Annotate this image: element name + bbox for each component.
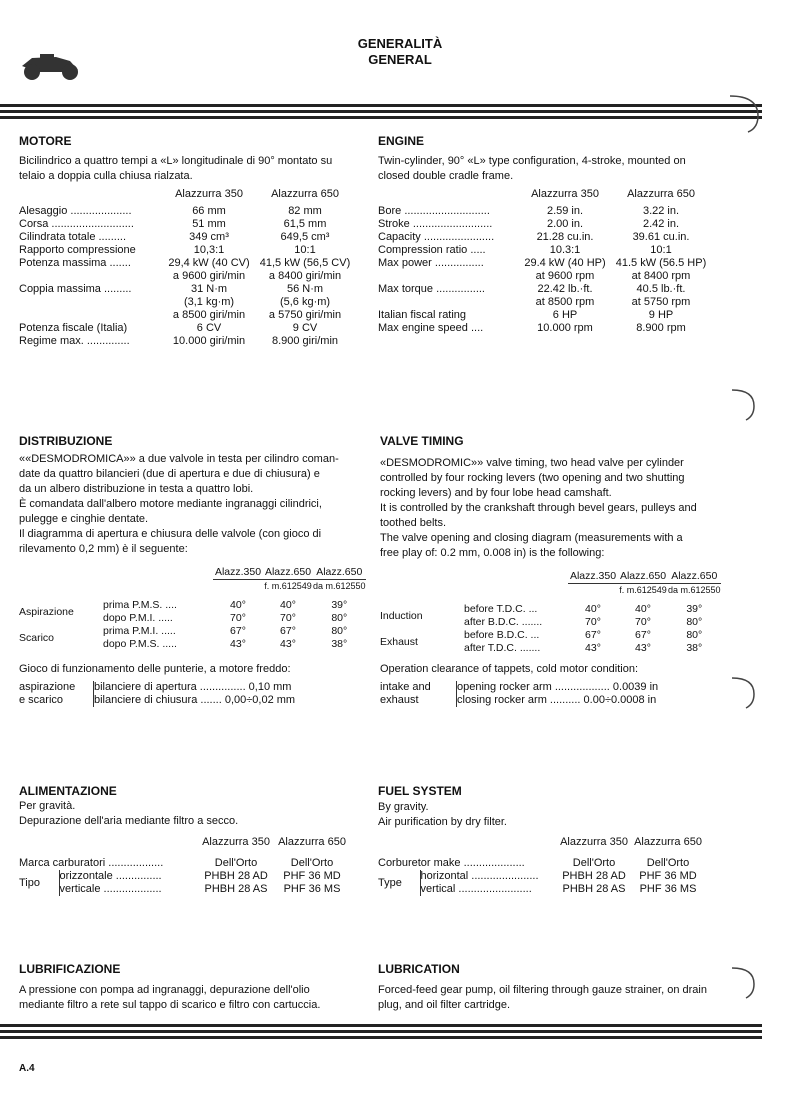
spec-value-a: 29.4 kW (40 HP)	[524, 257, 606, 269]
dist-value: 43°	[280, 638, 296, 650]
alimentazione-line1: Per gravità.	[19, 800, 76, 812]
dist-value: 40°	[230, 599, 246, 611]
top-rule-2	[0, 110, 762, 113]
dist-col-b: Alazz.650	[264, 566, 312, 578]
spec-value-b: 8.900 rpm	[636, 322, 686, 334]
spec-label-text: Italian fiscal rating	[378, 309, 467, 321]
motore-col-b: Alazzurra 650	[271, 188, 339, 200]
spec-label-text: Max engine speed	[378, 322, 468, 334]
spec-value-a: 29,4 kW (40 CV)	[168, 257, 250, 269]
dist-value: 80°	[331, 625, 348, 637]
spec-value-b: 10:1	[294, 244, 316, 256]
fuel-row1-label	[378, 857, 556, 870]
fuel-line2: Air purification by dry filter.	[378, 816, 507, 828]
vt-value: 40°	[585, 603, 601, 615]
dist-clr-row: bilanciere di chiusura ....... 0,00÷0,02 mm	[94, 694, 296, 706]
spec-value-a: 2.00 in.	[546, 218, 584, 230]
spec-label-text: Regime max.	[19, 335, 84, 347]
spec-value-a: 2.59 in.	[546, 205, 584, 217]
distribuzione-line: da un albero distribuzione in testa a quattro lobi.	[19, 483, 254, 495]
spec-value-b: 41.5 kW (56.5 HP)	[615, 257, 707, 269]
binder-hole-icon	[730, 676, 760, 710]
engine-col-a: Alazzurra 350	[531, 188, 599, 200]
vt-col-b: Alazz.650	[619, 570, 667, 582]
spec-row	[19, 257, 353, 270]
spec-value-b: 8.900 giri/min	[271, 335, 339, 347]
spec-value-b: (5,6 kg·m)	[279, 296, 331, 308]
spec-label	[19, 283, 161, 296]
motore-heading: MOTORE	[19, 134, 72, 148]
vt-clr-left: exhaust	[380, 694, 419, 706]
dist-row-label: prima P.M.S. ....	[103, 599, 177, 611]
alim-value: PHBH 28 AD	[204, 870, 268, 882]
lubrificazione-heading: LUBRIFICAZIONE	[19, 962, 121, 976]
fuel-type: Type	[378, 876, 402, 889]
distribuzione-line: date da quattro bilancieri (due di apertura e due di chiusura) e	[19, 468, 320, 480]
spec-value-a: 51 mm	[192, 218, 226, 230]
spec-value-a: 10.000 giri/min	[172, 335, 246, 347]
alim-row2-label	[59, 870, 197, 883]
spec-row	[19, 218, 353, 231]
valve-timing-line: controlled by four rocking levers (two opening and two shutting	[380, 472, 685, 484]
alim-dots: ...................	[103, 883, 162, 895]
page-number: A.4	[19, 1063, 35, 1074]
spec-value-a: a 9600 giri/min	[172, 270, 246, 282]
spec-label-text: Max torque	[378, 283, 434, 295]
spec-label	[19, 205, 161, 218]
dist-row-label: dopo P.M.I. .....	[103, 612, 173, 624]
spec-row	[378, 231, 708, 244]
spec-label	[19, 218, 161, 231]
spec-row	[378, 322, 708, 335]
alim-label: verticale	[59, 883, 101, 895]
spec-row	[378, 205, 708, 218]
spec-dots: ....................	[70, 205, 132, 217]
dist-clr-left: e scarico	[19, 694, 64, 706]
lubrificazione-text: A pressione con pompa ad ingranaggi, depurazione dell'olio mediante filtro a rete sul tappo di scarico e filtro con cartuccia.	[19, 984, 321, 1011]
spec-label	[378, 244, 516, 257]
spec-value-b: at 8400 rpm	[631, 270, 691, 282]
spec-label	[19, 257, 161, 270]
distribuzione-text	[19, 452, 359, 557]
vt-row-label: after T.D.C. .......	[464, 642, 541, 654]
valve-timing-text	[380, 456, 720, 561]
vt-col-a: Alazz.350	[569, 570, 617, 582]
vt-value: 80°	[686, 629, 703, 641]
vt-value: 38°	[686, 642, 703, 654]
valve-timing-line: «DESMODROMIC»» valve timing, two head valve per cylinder	[380, 457, 684, 469]
spec-row	[19, 283, 353, 296]
alim-row3-label	[59, 883, 197, 896]
spec-value-b: 10:1	[650, 244, 672, 256]
lubrication-heading: LUBRICATION	[378, 962, 460, 976]
spec-value-b: 649,5 cm³	[280, 231, 330, 243]
dist-value: 67°	[230, 625, 246, 637]
spec-value-a: 6 HP	[552, 309, 578, 321]
engine-intro: Twin-cylinder, 90° «L» type configuration, 4-stroke, mounted on closed double cradle frame.	[378, 155, 686, 182]
spec-label-text: Compression ratio	[378, 244, 468, 256]
spec-value-a: 10.000 rpm	[537, 322, 593, 334]
spec-value-b: 3.22 in.	[642, 205, 680, 217]
alim-value: PHBH 28 AS	[204, 883, 268, 895]
spec-value-a: 349 cm³	[189, 231, 229, 243]
spec-row	[19, 244, 353, 257]
dist-row-label: prima P.M.I. .....	[103, 625, 176, 637]
page-title-en: GENERAL	[368, 52, 432, 67]
spec-label	[378, 296, 516, 309]
motore-intro: Bicilindrico a quattro tempi a «L» longitudinale di 90° montato su telaio a doppia culla chiusa rialzata.	[19, 155, 333, 182]
vt-value: 43°	[585, 642, 601, 654]
alim-label: orizzontale	[59, 870, 113, 882]
distribuzione-line: Il diagramma di apertura e chiusura delle valvole (con gioco di	[19, 528, 322, 540]
distribuzione-line: ««DESMODROMICA»» a due valvole in testa per cilindro coman-	[19, 453, 339, 465]
spec-label	[19, 296, 161, 309]
vt-clearance-title: Operation clearance of tappets, cold motor condition:	[380, 663, 639, 675]
fuel-value: PHBH 28 AD	[562, 870, 626, 882]
spec-dots: ..........................	[412, 218, 493, 230]
fuel-value: PHF 36 MD	[639, 870, 697, 882]
spec-row	[378, 283, 708, 296]
spec-value-b: 82 mm	[288, 205, 322, 217]
spec-value-a: at 8500 rpm	[535, 296, 595, 308]
vt-clr-left: intake and	[380, 681, 431, 693]
binder-hole-icon	[730, 966, 760, 1000]
fuel-col-a: Alazzurra 350	[560, 836, 628, 848]
vt-sub-c: da m.612550	[668, 585, 721, 595]
spec-label	[19, 335, 161, 348]
bottom-rule-2	[0, 1030, 762, 1033]
spec-row	[19, 309, 353, 322]
spec-row	[378, 218, 708, 231]
alim-col-a: Alazzurra 350	[202, 836, 270, 848]
fuel-col-b: Alazzurra 650	[634, 836, 702, 848]
lubrication-text: Forced-feed gear pump, oil filtering through gauze strainer, on drain plug, and oil filter cartridge.	[378, 984, 707, 1011]
dist-group-scarico: Scarico	[19, 631, 55, 644]
spec-row	[19, 205, 353, 218]
spec-label-text: Potenza fiscale (Italia)	[19, 322, 128, 334]
spec-value-a: 21.28 cu.in.	[536, 231, 594, 243]
binder-hole-icon	[730, 388, 760, 422]
distribuzione-timing-table	[19, 566, 366, 651]
engine-table	[378, 188, 708, 335]
spec-label-text: Capacity	[378, 231, 421, 243]
alimentazione-line2: Depurazione dell'aria mediante filtro a secco.	[19, 815, 239, 827]
alimentazione-table	[19, 836, 350, 896]
bottom-rule	[0, 1024, 762, 1027]
spec-value-a: a 8500 giri/min	[172, 309, 246, 321]
valve-timing-line: It is controlled by the crankshaft through bevel gears, pulleys and	[380, 502, 697, 514]
fuel-value: PHF 36 MS	[639, 883, 697, 895]
vt-value: 70°	[635, 616, 651, 628]
spec-label-text: Stroke	[378, 218, 410, 230]
spec-dots: .........	[103, 283, 132, 295]
valve-timing-line: rocking levers) and by four lobe head camshaft.	[380, 487, 612, 499]
fuel-label: vertical	[420, 883, 456, 895]
vt-group-induction: Induction	[380, 609, 423, 622]
dist-clr-left: aspirazione	[19, 681, 76, 693]
alim-dots: ..................	[108, 857, 164, 869]
spec-dots: ................	[434, 257, 484, 269]
spec-value-b: 39.61 cu.in.	[632, 231, 690, 243]
spec-label	[378, 205, 516, 218]
fuel-row2-label	[420, 870, 556, 883]
vt-row-label: before T.D.C. ...	[464, 603, 538, 615]
vt-value: 70°	[585, 616, 601, 628]
spec-dots: ...........................	[51, 218, 134, 230]
dist-value: 67°	[280, 625, 296, 637]
spec-label-text: Max power	[378, 257, 432, 269]
spec-value-a: 10,3:1	[193, 244, 225, 256]
spec-label-text: Corsa	[19, 218, 49, 230]
spec-dots: .....	[470, 244, 486, 256]
spec-dots: ..............	[86, 335, 130, 347]
spec-label-text: Rapporto compressione	[19, 244, 136, 256]
dist-col-a: Alazz.350	[214, 566, 262, 578]
motore-col-a: Alazzurra 350	[175, 188, 243, 200]
alimentazione-heading: ALIMENTAZIONE	[19, 784, 117, 798]
distribuzione-line: pulegge e cinghie dentate.	[19, 513, 149, 525]
spec-label	[19, 309, 161, 322]
spec-value-a: at 9600 rpm	[535, 270, 595, 282]
dist-value: 39°	[331, 599, 348, 611]
fuel-label: Corburetor make	[378, 857, 461, 869]
vt-value: 43°	[635, 642, 651, 654]
dist-clearance-title: Gioco di funzionamento delle punterie, a motore freddo:	[19, 663, 291, 675]
dist-row-label: dopo P.M.S. .....	[103, 638, 177, 650]
vt-value: 80°	[686, 616, 703, 628]
spec-label-text: Bore	[378, 205, 402, 217]
alim-value: Dell'Orto	[290, 857, 334, 869]
spec-value-b: a 5750 giri/min	[268, 309, 342, 321]
dist-col-c: Alazz.650	[316, 566, 363, 578]
fuel-line1: By gravity.	[378, 801, 429, 813]
engine-col-b: Alazzurra 650	[627, 188, 695, 200]
spec-value-a: 22.42 lb.·ft.	[537, 283, 593, 295]
spec-label	[378, 309, 516, 322]
spec-row	[19, 270, 353, 283]
vt-value: 39°	[686, 603, 703, 615]
spec-value-b: 9 HP	[648, 309, 674, 321]
valve-timing-line: The valve opening and closing diagram (measurements with a	[380, 532, 683, 544]
dist-value: 70°	[230, 612, 246, 624]
fuel-value: PHBH 28 AS	[562, 883, 626, 895]
motore-table	[19, 188, 353, 348]
dist-value: 40°	[280, 599, 296, 611]
page-title-it: GENERALITÀ	[357, 36, 443, 51]
spec-row	[19, 231, 353, 244]
spec-label	[19, 231, 161, 244]
alim-row1-label	[19, 857, 197, 870]
spec-row	[19, 335, 353, 348]
spec-value-b: 2.42 in.	[642, 218, 680, 230]
vt-clr-row: closing rocker arm .......... 0.00÷0.0008 in	[457, 694, 657, 706]
alim-tipo: Tipo	[19, 876, 40, 889]
spec-row	[378, 296, 708, 309]
spec-row	[378, 257, 708, 270]
alim-value: Dell'Orto	[214, 857, 258, 869]
distribuzione-heading: DISTRIBUZIONE	[19, 434, 113, 448]
spec-dots: .........	[98, 231, 127, 243]
spec-label-text: Cilindrata totale	[19, 231, 96, 243]
spec-value-b: at 5750 rpm	[631, 296, 691, 308]
spec-dots: .......................	[423, 231, 495, 243]
fuel-label: horizontal	[420, 870, 469, 882]
vt-value: 67°	[585, 629, 601, 641]
spec-value-a: 66 mm	[192, 205, 226, 217]
top-rule	[0, 104, 762, 107]
spec-value-a: 10.3:1	[549, 244, 581, 256]
distribuzione-line: È comandata dall'albero motore mediante ingranaggi cilindrici,	[19, 498, 322, 510]
vt-clr-row: opening rocker arm .................. 0.0039 in	[457, 681, 659, 693]
spec-row	[378, 309, 708, 322]
fuel-row3-label	[420, 883, 556, 896]
vt-clearance-table	[380, 681, 658, 707]
spec-value-b: 9 CV	[292, 322, 318, 334]
spec-dots: ............................	[404, 205, 490, 217]
spec-row	[19, 296, 353, 309]
spec-row	[378, 270, 708, 283]
spec-value-b: 61,5 mm	[283, 218, 327, 230]
dist-value: 70°	[280, 612, 296, 624]
spec-label	[378, 270, 516, 283]
alim-col-b: Alazzurra 650	[278, 836, 346, 848]
vt-row-label: after B.D.C. .......	[464, 616, 543, 628]
spec-value-b: a 8400 giri/min	[268, 270, 342, 282]
dist-clearance-table	[19, 681, 295, 707]
fuel-dots: ........................	[458, 883, 532, 895]
spec-value-a: 6 CV	[196, 322, 222, 334]
vt-value: 40°	[635, 603, 651, 615]
spec-label-text: Potenza massima	[19, 257, 107, 269]
spec-label	[378, 231, 516, 244]
vt-col-c: Alazz.650	[671, 570, 718, 582]
valve-timing-line: free play of: 0.2 mm, 0.008 in) is the following:	[380, 547, 605, 559]
spec-value-b: 56 N·m	[286, 283, 324, 295]
spec-label	[378, 322, 516, 335]
fuel-dots: ......................	[471, 870, 539, 882]
fuel-value: Dell'Orto	[646, 857, 690, 869]
dist-group-aspirazione: Aspirazione	[19, 605, 74, 618]
top-rule-3	[0, 116, 762, 119]
spec-row	[378, 244, 708, 257]
valve-timing-line: toothed belts.	[380, 517, 447, 529]
dist-clr-row: bilanciere di apertura ............... 0,10 mm	[94, 681, 296, 694]
spec-row	[19, 322, 353, 335]
spec-label-text: Alesaggio	[19, 205, 68, 217]
spec-value-a: (3,1 kg·m)	[183, 296, 235, 308]
spec-dots: ....	[470, 322, 484, 334]
spec-value-a: 31 N·m	[190, 283, 228, 295]
spec-label	[19, 270, 161, 283]
dist-value: 43°	[230, 638, 246, 650]
alim-label: Marca carburatori	[19, 857, 106, 869]
fuel-table	[378, 836, 705, 896]
spec-value-b: 41,5 kW (56,5 CV)	[259, 257, 351, 269]
spec-label	[378, 283, 516, 296]
distribuzione-line: rilevamento 0,2 mm) è il seguente:	[19, 543, 188, 555]
dist-sub-c: da m.612550	[313, 581, 366, 591]
fuel-dots: ....................	[463, 857, 525, 869]
alim-dots: ...............	[115, 870, 162, 882]
engine-heading: ENGINE	[378, 134, 425, 148]
vt-value: 67°	[635, 629, 651, 641]
vt-group-exhaust: Exhaust	[380, 635, 418, 648]
spec-label-text: Coppia massima	[19, 283, 101, 295]
spec-label	[378, 257, 516, 270]
dist-sub-b: f. m.612549	[264, 581, 312, 591]
bottom-rule-3	[0, 1036, 762, 1039]
dist-value: 38°	[331, 638, 348, 650]
valve-timing-heading: VALVE TIMING	[380, 434, 464, 448]
spec-label	[19, 244, 161, 257]
alim-value: PHF 36 MS	[283, 883, 341, 895]
vt-sub-b: f. m.612549	[619, 585, 667, 595]
dist-value: 80°	[331, 612, 348, 624]
spec-value-b: 40.5 lb.·ft.	[636, 283, 686, 295]
fuel-system-heading: FUEL SYSTEM	[378, 784, 462, 798]
valve-timing-table	[380, 570, 721, 655]
vt-row-label: before B.D.C. ...	[464, 629, 540, 641]
spec-dots: ................	[436, 283, 485, 295]
spec-label	[378, 218, 516, 231]
alim-value: PHF 36 MD	[283, 870, 341, 882]
spec-dots: .......	[109, 257, 131, 269]
fuel-value: Dell'Orto	[572, 857, 616, 869]
spec-label	[19, 322, 161, 335]
binder-hole-icon	[728, 94, 762, 134]
